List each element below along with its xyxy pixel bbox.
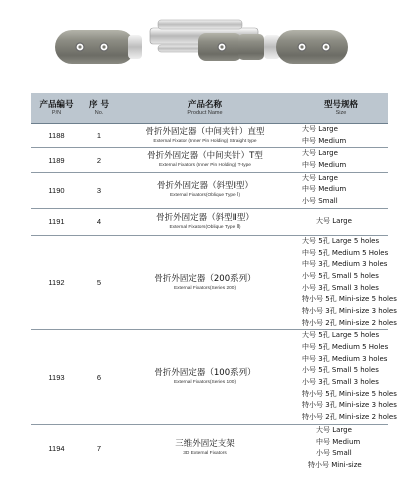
product-name-en: External Fixators (Inner Pin Holding) T-type	[159, 163, 251, 169]
product-name-cn: 骨折外固定器（中间夹针）直型	[145, 126, 265, 137]
product-name-en: External Fixator (Inner Pin Holding) Straight type	[153, 138, 257, 144]
header-label-en: P/N	[51, 109, 62, 116]
size-item: 大号 Large	[302, 125, 338, 133]
size-item: 特小号 5孔 Mini-size 5 holes	[302, 389, 397, 398]
size-item: 特小号 5孔 Mini-size 5 holes	[302, 295, 397, 304]
size-item: 大号 Large	[302, 149, 338, 158]
size-list	[294, 236, 397, 330]
size-item: 中号 5孔 Medium 5 Holes	[302, 248, 389, 257]
size-item: 特小号 Mini-size	[308, 460, 362, 469]
size-item: 大号 Large	[316, 425, 352, 434]
part-number: 1194	[48, 443, 65, 453]
product-name-cn: 三维外固定支架	[175, 439, 235, 450]
product-table	[31, 93, 397, 472]
header-product-name	[116, 93, 294, 123]
size-item: 小号 5孔 Small 5 holes	[302, 366, 379, 375]
part-number: 1193	[48, 372, 65, 382]
product-name-en: External Fixators(Series 100)	[173, 380, 237, 386]
product-name-en: External Fixators(Series 200)	[173, 285, 237, 291]
row-number: 2	[96, 155, 102, 165]
product-name	[116, 425, 294, 472]
size-item: 小号 3孔 Small 3 holes	[302, 283, 379, 292]
product-name-en: External Fixators(Oblique Type Ⅰ)	[169, 193, 241, 199]
table-row	[31, 209, 388, 236]
row-number: 5	[96, 278, 102, 288]
product-name-cn: 骨折外固定器（中间夹针）T型	[147, 151, 263, 162]
size-item: 大号 Large	[302, 173, 338, 182]
product-name	[116, 209, 294, 235]
header-size	[294, 93, 388, 123]
size-list	[294, 173, 388, 208]
product-name-cn: 骨折外固定器（斜型Ⅰ型）	[156, 181, 253, 192]
product-name-en: External Fixators(Oblique Type Ⅱ)	[169, 224, 241, 230]
part-number: 1189	[48, 155, 65, 165]
size-item: 中号 Medium	[302, 136, 347, 145]
size-item: 大号 5孔 Large 5 holes	[302, 236, 380, 245]
part-number: 1190	[48, 185, 65, 195]
row-number: 7	[96, 443, 102, 453]
size-item: 小号 5孔 Small 5 holes	[302, 271, 379, 280]
size-item: 中号 Medium	[316, 437, 361, 446]
table-header	[31, 93, 388, 124]
header-label: 序 号	[89, 99, 109, 110]
header-label: 产品编号	[39, 99, 74, 110]
row-number: 1	[96, 131, 102, 141]
part-number: 1192	[48, 278, 65, 288]
header-label-en: Product Name	[187, 109, 223, 116]
row-number: 6	[96, 372, 102, 382]
header-label: 型号规格	[323, 99, 358, 110]
row-number: 3	[96, 185, 102, 195]
product-name	[116, 148, 294, 171]
size-item: 特小号 2孔 Mini-size 2 holes	[302, 413, 397, 422]
header-label: 产品名称	[187, 99, 222, 110]
table-row	[31, 236, 397, 331]
product-name-en: 3D External Fixators	[183, 451, 227, 457]
product-photo	[0, 0, 400, 92]
header-part-number	[31, 93, 82, 123]
header-label-en: Size	[335, 109, 347, 116]
table-row	[31, 330, 397, 425]
row-number: 4	[96, 217, 102, 227]
size-item: 特小号 2孔 Mini-size 2 holes	[302, 318, 397, 327]
size-item: 中号 3孔 Medium 3 holes	[302, 260, 388, 269]
size-item: 大号 5孔 Large 5 holes	[302, 331, 380, 340]
part-number: 1188	[48, 131, 65, 141]
header-label-en: No.	[94, 109, 104, 116]
product-name	[116, 173, 294, 208]
size-list	[294, 209, 388, 235]
part-number: 1191	[48, 217, 65, 227]
product-name	[116, 236, 294, 330]
size-item: 中号 5孔 Medium 5 Holes	[302, 343, 389, 351]
product-name-cn: 骨折外固定器（斜型Ⅱ型）	[156, 212, 254, 223]
size-item: 中号 Medium	[302, 161, 347, 170]
size-item: 中号 3孔 Medium 3 holes	[302, 354, 388, 363]
size-list	[294, 330, 397, 424]
size-list	[294, 124, 388, 147]
product-name-cn: 骨折外固定器（100系列）	[154, 368, 256, 379]
table-row	[31, 148, 388, 172]
size-item: 中号 Medium	[302, 185, 347, 194]
size-item: 大号 Large	[316, 216, 352, 225]
size-item: 特小号 3孔 Mini-size 3 holes	[302, 401, 397, 410]
table-row	[31, 124, 388, 148]
header-number	[82, 93, 116, 123]
size-item: 小号 Small	[316, 449, 352, 458]
size-item: 特小号 3孔 Mini-size 3 holes	[302, 306, 397, 315]
size-list	[294, 148, 388, 171]
size-item: 小号 3孔 Small 3 holes	[302, 378, 379, 387]
size-item: 小号 Small	[302, 197, 338, 206]
product-name-cn: 骨折外固定器（200系列）	[154, 273, 256, 284]
table-row	[31, 173, 388, 209]
product-name	[116, 124, 294, 147]
table-row	[31, 425, 388, 472]
size-list	[294, 425, 388, 472]
product-name	[116, 330, 294, 424]
